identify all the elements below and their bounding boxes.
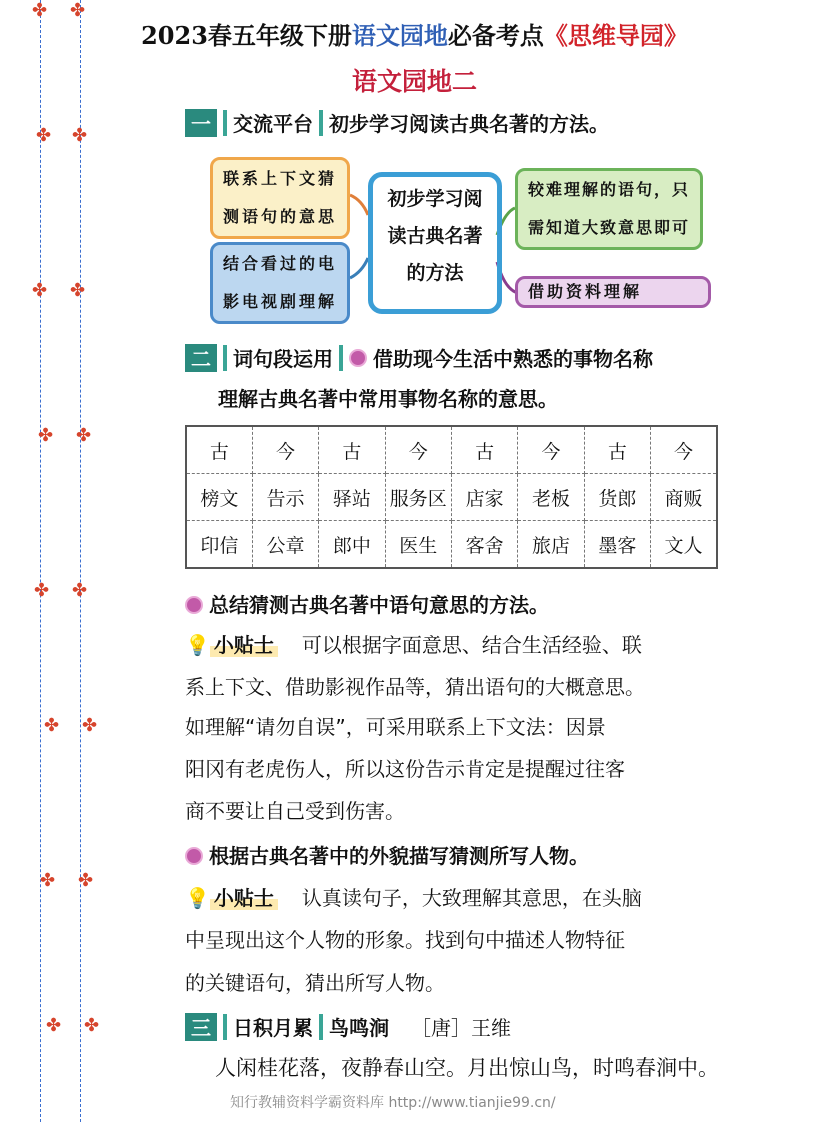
table-cell: 印信 xyxy=(186,521,252,569)
section-number: 三 xyxy=(185,1013,217,1041)
lightbulb-icon: 💡 xyxy=(185,633,210,657)
pinwheel-icon: ✤ xyxy=(36,125,52,146)
mindmap-node: 联系上下文猜 测语句的意思 xyxy=(210,157,350,239)
pinwheel-icon: ✤ xyxy=(44,715,60,736)
tip-2-line: 💡 小贴士 认真读句子，大致理解其意思，在头脑 xyxy=(185,886,642,910)
table-cell: 医生 xyxy=(385,521,451,569)
mindmap-node: 借助资料理解 xyxy=(515,276,711,308)
table-row xyxy=(186,521,717,569)
tip-label: 小贴士 xyxy=(210,886,278,910)
tip-2-line: 中呈现出这个人物的形象。找到句中描述人物特征 xyxy=(185,928,625,952)
table-cell: 旅店 xyxy=(518,521,584,569)
table-cell: 郎中 xyxy=(319,521,385,569)
pinwheel-icon: ✤ xyxy=(76,425,92,446)
section-text-line2: 理解古典名著中常用事物名称的意思。 xyxy=(218,387,558,411)
section-label: 日积月累 xyxy=(233,1016,313,1040)
pinwheel-icon: ✤ xyxy=(40,870,56,891)
tip-1-line: 💡 小贴士 可以根据字面意思、结合生活经验、联 xyxy=(185,633,642,657)
table-row xyxy=(186,474,717,521)
mindmap-node: 较难理解的语句，只 需知道大致意思即可 xyxy=(515,168,703,250)
pinwheel-icon: ✤ xyxy=(82,715,98,736)
tip-1-line: 阳冈有老虎伤人，所以这份告示肯定是提醒过往客 xyxy=(185,757,625,781)
table-cell: 驿站 xyxy=(319,474,385,521)
tip-1-line: 商不要让自己受到伤害。 xyxy=(185,799,405,823)
table-cell: 古 xyxy=(452,426,518,474)
table-cell: 商贩 xyxy=(651,474,717,521)
tip-label: 小贴士 xyxy=(210,633,278,657)
title-part: 《思维导园》 xyxy=(543,21,688,50)
table-row xyxy=(186,426,717,474)
table-cell: 榜文 xyxy=(186,474,252,521)
point-2: 根据古典名著中的外貌描写猜测所写人物。 xyxy=(185,843,589,869)
poem-text: 人闲桂花落，夜静春山空。月出惊山鸟，时鸣春涧中。 xyxy=(215,1056,719,1080)
table-cell: 客舍 xyxy=(452,521,518,569)
section-2-header xyxy=(185,343,653,372)
lightbulb-icon: 💡 xyxy=(185,886,210,910)
table-cell: 古 xyxy=(186,426,252,474)
title-part: 必备考点 xyxy=(447,21,544,50)
section-text: 借助现今生活中熟悉的事物名称 xyxy=(373,347,653,371)
pinwheel-icon: ✤ xyxy=(72,580,88,601)
poem-title: 鸟鸣涧 xyxy=(329,1016,389,1040)
mindmap-center: 初步学习阅 读古典名著 的方法 xyxy=(368,172,502,314)
poem-author: ［唐］王维 xyxy=(411,1016,511,1040)
table-cell: 文人 xyxy=(651,521,717,569)
section-number: 一 xyxy=(185,109,217,137)
pinwheel-icon: ✤ xyxy=(46,1015,62,1036)
mindmap-node: 结合看过的电 影电视剧理解 xyxy=(210,242,350,324)
table-cell: 货郎 xyxy=(584,474,650,521)
vocab-table xyxy=(185,425,718,569)
pinwheel-icon: ✤ xyxy=(38,425,54,446)
bullet-icon xyxy=(185,847,203,865)
tip-1-line: 如理解“请勿自误”，可采用联系上下文法：因景 xyxy=(185,715,606,739)
point-1: 总结猜测古典名著中语句意思的方法。 xyxy=(185,592,549,618)
tip-2-line: 的关键语句，猜出所写人物。 xyxy=(185,971,445,995)
table-cell: 服务区 xyxy=(385,474,451,521)
table-cell: 古 xyxy=(584,426,650,474)
table-cell: 老板 xyxy=(518,474,584,521)
table-cell: 墨客 xyxy=(584,521,650,569)
bullet-icon xyxy=(185,596,203,614)
table-cell: 店家 xyxy=(452,474,518,521)
table-cell: 公章 xyxy=(252,521,318,569)
bullet-icon xyxy=(349,349,367,367)
section-number: 二 xyxy=(185,344,217,372)
section-label: 词句段运用 xyxy=(233,347,333,371)
table-cell: 告示 xyxy=(252,474,318,521)
pinwheel-icon: ✤ xyxy=(32,0,48,21)
pinwheel-icon: ✤ xyxy=(70,280,86,301)
table-cell: 古 xyxy=(319,426,385,474)
tip-1-line: 系上下文、借助影视作品等，猜出语句的大概意思。 xyxy=(185,675,645,699)
table-cell: 今 xyxy=(385,426,451,474)
title-part: 2023春五年级下册 xyxy=(141,21,352,50)
section-text: 初步学习阅读古典名著的方法。 xyxy=(329,112,609,136)
pinwheel-icon: ✤ xyxy=(34,580,50,601)
section-3-header xyxy=(185,1012,511,1041)
table-cell: 今 xyxy=(252,426,318,474)
table-cell: 今 xyxy=(518,426,584,474)
pinwheel-icon: ✤ xyxy=(84,1015,100,1036)
pinwheel-icon: ✤ xyxy=(70,0,86,21)
section-label: 交流平台 xyxy=(233,112,313,136)
pinwheel-icon: ✤ xyxy=(78,870,94,891)
pinwheel-icon: ✤ xyxy=(72,125,88,146)
watermark: 知行教辅资料学霸资料库 http://www.tianjie99.cn/ xyxy=(230,1095,556,1111)
pinwheel-icon: ✤ xyxy=(32,280,48,301)
table-cell: 今 xyxy=(651,426,717,474)
title-part: 语文园地 xyxy=(351,21,448,50)
page-subtitle: 语文园地二 xyxy=(351,67,477,96)
